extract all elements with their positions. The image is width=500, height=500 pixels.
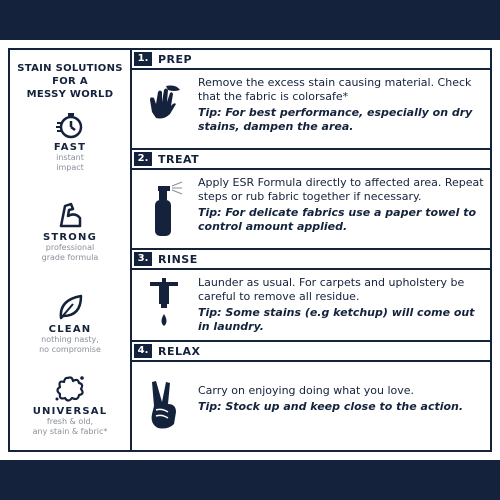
stopwatch-icon bbox=[55, 110, 85, 140]
step-instructions: Apply ESR Formula directly to affected area. Repeat steps or rub fabric together if necessary. bbox=[198, 176, 484, 203]
feature-desc: instant bbox=[56, 153, 84, 162]
spray-bottle-icon bbox=[144, 180, 184, 238]
step-number: 4. bbox=[134, 344, 152, 358]
step-title: TREAT bbox=[158, 153, 200, 166]
step-body-relax bbox=[132, 362, 490, 450]
step-text-block bbox=[198, 76, 484, 134]
feature-name: CLEAN bbox=[48, 324, 92, 335]
feature-desc: professional bbox=[45, 243, 95, 252]
peace-hand-icon bbox=[144, 378, 184, 430]
step-header-prep bbox=[132, 50, 490, 70]
step-text-block bbox=[198, 276, 484, 334]
feature-name: STRONG bbox=[42, 232, 97, 243]
step-number: 3. bbox=[134, 252, 152, 266]
leaf-icon bbox=[55, 292, 85, 322]
step-body-treat bbox=[132, 170, 490, 248]
steps-column bbox=[132, 50, 490, 450]
step-number: 1. bbox=[134, 52, 152, 66]
step-header-treat bbox=[132, 150, 490, 170]
sidebar-title-line1: STAIN SOLUTIONS bbox=[17, 63, 123, 74]
step-tip: Tip: Stock up and keep close to the action. bbox=[198, 400, 464, 413]
feature-desc: nothing nasty, bbox=[41, 335, 99, 344]
instructions-panel bbox=[0, 40, 500, 460]
step-instructions: Launder as usual. For carpets and upholstery be careful to remove all residue. bbox=[198, 276, 465, 303]
splat-icon bbox=[54, 374, 86, 404]
content-frame bbox=[8, 48, 492, 452]
step-header-relax bbox=[132, 342, 490, 362]
step-title: RELAX bbox=[158, 345, 201, 358]
feature-name: UNIVERSAL bbox=[32, 406, 108, 417]
step-number: 2. bbox=[134, 152, 152, 166]
sidebar-title bbox=[10, 62, 130, 101]
step-body-prep bbox=[132, 70, 490, 148]
feature-universal bbox=[10, 374, 130, 437]
strong-arm-icon bbox=[55, 200, 85, 230]
feature-name: FAST bbox=[53, 142, 87, 153]
step-instructions: Carry on enjoying doing what you love. bbox=[198, 384, 415, 397]
tap-icon bbox=[144, 276, 184, 332]
step-header-rinse bbox=[132, 250, 490, 270]
step-tip: Tip: For best performance, especially on dry stains, dampen the area. bbox=[198, 106, 473, 133]
step-text-block bbox=[198, 384, 484, 414]
feature-desc: fresh & old, bbox=[46, 417, 94, 426]
step-tip: Tip: For delicate fabrics use a paper towel to control amount applied. bbox=[198, 206, 477, 233]
features-sidebar bbox=[10, 50, 132, 450]
step-tip: Tip: Some stains (e.g ketchup) will come out in laundry. bbox=[198, 306, 475, 333]
step-title: PREP bbox=[158, 53, 193, 66]
feature-clean bbox=[10, 292, 130, 355]
step-title: RINSE bbox=[158, 253, 198, 266]
sidebar-title-line3: MESSY WORLD bbox=[26, 89, 114, 100]
sidebar-title-line2: FOR A bbox=[52, 76, 88, 87]
wiping-hand-icon bbox=[144, 82, 184, 122]
step-instructions: Remove the excess stain causing material. Check that the fabric is colorsafe* bbox=[198, 76, 472, 103]
feature-fast bbox=[10, 110, 130, 173]
feature-desc: any stain & fabric* bbox=[32, 427, 108, 436]
feature-desc: no compromise bbox=[39, 345, 101, 354]
feature-desc: impact bbox=[56, 163, 84, 172]
step-text-block bbox=[198, 176, 484, 234]
feature-desc: grade formula bbox=[41, 253, 99, 262]
feature-strong bbox=[10, 200, 130, 263]
step-body-rinse bbox=[132, 270, 490, 340]
